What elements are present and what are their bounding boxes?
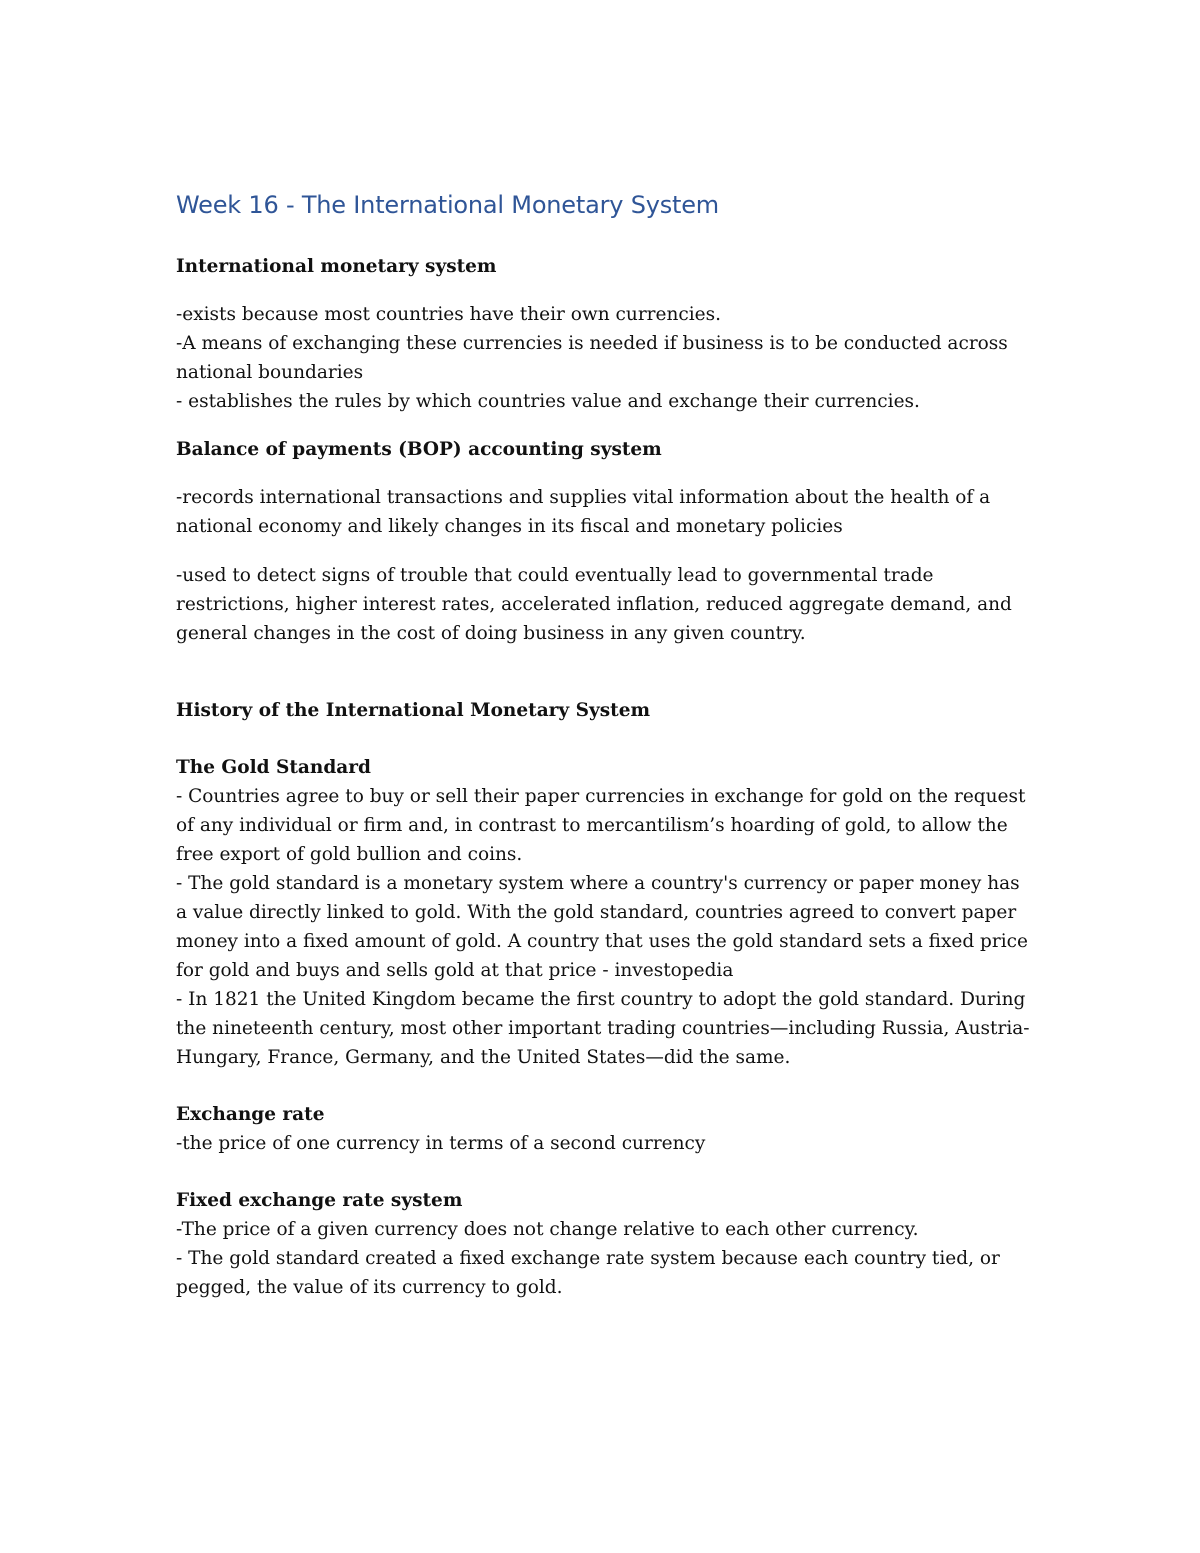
fixed-paragraph-1: -The price of a given currency does not change relative to each other currency. [176, 1219, 919, 1240]
heading-gold-standard: The Gold Standard [176, 757, 371, 778]
spacer [176, 416, 1036, 435]
bop-paragraph-1: -records international transactions and supplies vital information about the health of a national economy and likely changes in its fiscal and monetary policies [176, 487, 991, 537]
gold-paragraph-2: - The gold standard is a monetary system where a country's currency or paper money has a value directly linked to gold. With the gold standard, countries agreed to convert paper money into a fixed amount of gold. A country that uses the gold standard sets a fixed price for gold and buys and sells gold at that price - investopedia [176, 873, 1028, 981]
ims-paragraph-2: -A means of exchanging these currencies is needed if business is to be conducted across national boundaries [176, 333, 1008, 383]
heading-exchange-rate: Exchange rate [176, 1104, 325, 1125]
ims-paragraph-3: - establishes the rules by which countries value and exchange their currencies. [176, 391, 920, 412]
heading-international-monetary-system: International monetary system [176, 256, 497, 277]
spacer [176, 464, 1036, 483]
document-body [176, 188, 1036, 1302]
spacer [176, 725, 1036, 753]
heading-balance-of-payments: Balance of payments (BOP) accounting system [176, 439, 662, 460]
spacer [176, 281, 1036, 300]
document-title: Week 16 - The International Monetary System [176, 191, 719, 219]
spacer [176, 1158, 1036, 1186]
gold-paragraph-3: - In 1821 the United Kingdom became the first country to adopt the gold standard. During the nineteenth century, most other important trading countries—including Russia, Austria-Hungary, France, Germany, and the United States—did the same. [176, 989, 1030, 1068]
bop-paragraph-2: -used to detect signs of trouble that could eventually lead to governmental trade restrictions, higher interest rates, accelerated inflation, reduced aggregate demand, and general changes in the cost of doing business in any given country. [176, 565, 1012, 644]
heading-history: History of the International Monetary System [176, 700, 651, 721]
fixed-paragraph-2: - The gold standard created a fixed exchange rate system because each country tied, or pegged, the value of its currency to gold. [176, 1248, 1000, 1298]
gold-paragraph-1: - Countries agree to buy or sell their paper currencies in exchange for gold on the request of any individual or firm and, in contrast to mercantilism’s hoarding of gold, to allow the free export of gold bullion and coins. [176, 786, 1026, 865]
heading-fixed-exchange-rate: Fixed exchange rate system [176, 1190, 463, 1211]
exchange-paragraph-1: -the price of one currency in terms of a second currency [176, 1133, 706, 1154]
spacer [176, 1072, 1036, 1100]
spacer [176, 648, 1036, 696]
spacer [176, 541, 1036, 561]
ims-paragraph-1: -exists because most countries have their own currencies. [176, 304, 721, 325]
